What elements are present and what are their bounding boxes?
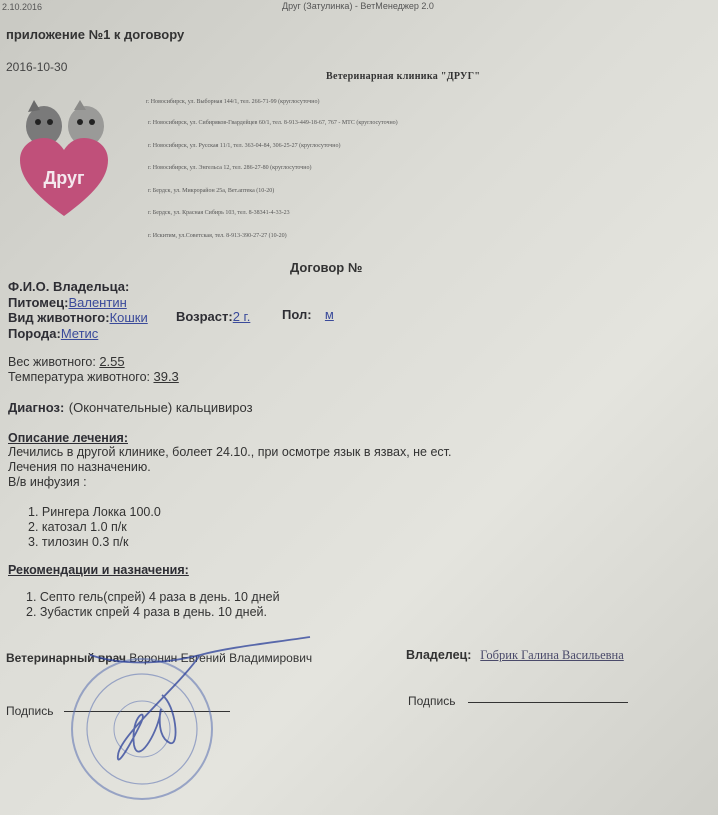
treatment-item-1: 1. Рингера Локка 100.0	[28, 505, 161, 519]
diagnosis-label: Диагноз:	[8, 400, 65, 415]
treatment-item-3: 3. тилозин 0.3 п/к	[28, 535, 129, 549]
recommendation-item-1: 1. Септо гель(спрей) 4 раза в день. 10 дней	[26, 590, 280, 604]
clinic-address-4: г. Новосибирск, ул. Энгельса 12, тел. 286-27-80 (круглосуточно)	[148, 165, 312, 171]
logo-text: Друг	[43, 168, 85, 188]
treatment-title: Описание лечения:	[8, 431, 128, 445]
diagnosis-row	[8, 399, 253, 417]
owner-sign-caption: Подпись	[408, 694, 456, 708]
age-label: Возраст:	[176, 309, 233, 324]
owner-label: Ф.И.О. Владельца:	[8, 279, 130, 294]
clinic-address-6: г. Бердск, ул. Красная Сибирь 103, тел. 8-38341-4-33-23	[148, 210, 290, 216]
document-date: 2016-10-30	[6, 60, 68, 74]
clinic-address-2: г. Новосибирск, ул. Сибиряков-Гвардейцев 60/1, тел. 8-913-449-18-67, 767 - МТС (круглосуточно)	[148, 120, 398, 126]
annex-title: приложение №1 к договору	[6, 27, 185, 42]
pet-sex-row	[282, 306, 334, 324]
weight-label: Вес животного:	[8, 355, 96, 369]
sex-label: Пол:	[282, 307, 312, 322]
recommendation-item-2: 2. Зубастик спрей 4 раза в день. 10 дней.	[26, 605, 267, 619]
age-value: 2 г.	[232, 309, 251, 324]
pet-name-label: Питомец:	[8, 295, 69, 310]
handwritten-signature	[60, 625, 320, 785]
sex-value: м	[324, 307, 334, 322]
diagnosis-text: (Окончательные) кальцивироз	[68, 400, 253, 415]
pet-breed-row	[8, 325, 98, 343]
treatment-line-3: В/в инфузия :	[8, 475, 87, 489]
clinic-address-1: г. Новосибирск, ул. Выборная 144/1, тел. 266-71-99 (круглосуточно)	[146, 99, 320, 105]
weight-value: 2.55	[99, 354, 125, 369]
vet-sign-caption: Подпись	[6, 704, 54, 718]
owner-signature-line	[468, 702, 628, 703]
owner-name: Гобрик Галина Васильевна	[480, 648, 624, 662]
vet-label: Ветеринарный врач	[6, 651, 126, 665]
clinic-title: Ветеринарная клиника "ДРУГ"	[326, 71, 481, 82]
breed-value: Метис	[60, 326, 99, 341]
owner-signature-row	[406, 646, 624, 664]
vet-name: Воронин Евгений Владимирович	[129, 651, 313, 665]
temp-value: 39.3	[153, 369, 179, 384]
temp-row	[8, 369, 179, 384]
clinic-logo	[14, 98, 114, 220]
treatment-line-2: Лечения по назначению.	[8, 460, 151, 474]
clinic-address-7: г. Искитим, ул.Советская, тел. 8-913-390-27-27 (10-20)	[148, 233, 287, 239]
clinic-address-5: г. Бердск, ул. Микрорайон 25а, Вет.аптека (10-20)	[148, 188, 275, 194]
breed-label: Порода:	[8, 326, 61, 341]
recommendations-title: Рекомендации и назначения:	[8, 563, 189, 577]
owner-sign-label: Владелец:	[406, 648, 472, 662]
window-title: Друг (Затулинка) - ВетМенеджер 2.0	[282, 1, 434, 11]
clinic-address-3: г. Новосибирск, ул. Русская 11/1, тел. 363-04-84, 306-25-27 (круглосуточно)	[148, 143, 341, 149]
treatment-item-2: 2. катозал 1.0 п/к	[28, 520, 127, 534]
weight-row	[8, 354, 125, 369]
treatment-line-1: Лечились в другой клинике, болеет 24.10., при осмотре язык в язвах, не ест.	[8, 445, 452, 459]
species-value: Кошки	[109, 310, 148, 325]
pet-age-row	[176, 308, 250, 326]
temp-label: Температура животного:	[8, 370, 150, 384]
print-date: 2.10.2016	[2, 2, 43, 12]
species-label: Вид животного:	[8, 310, 110, 325]
contract-title: Договор №	[290, 260, 363, 275]
pet-name-value: Валентин	[68, 295, 127, 310]
